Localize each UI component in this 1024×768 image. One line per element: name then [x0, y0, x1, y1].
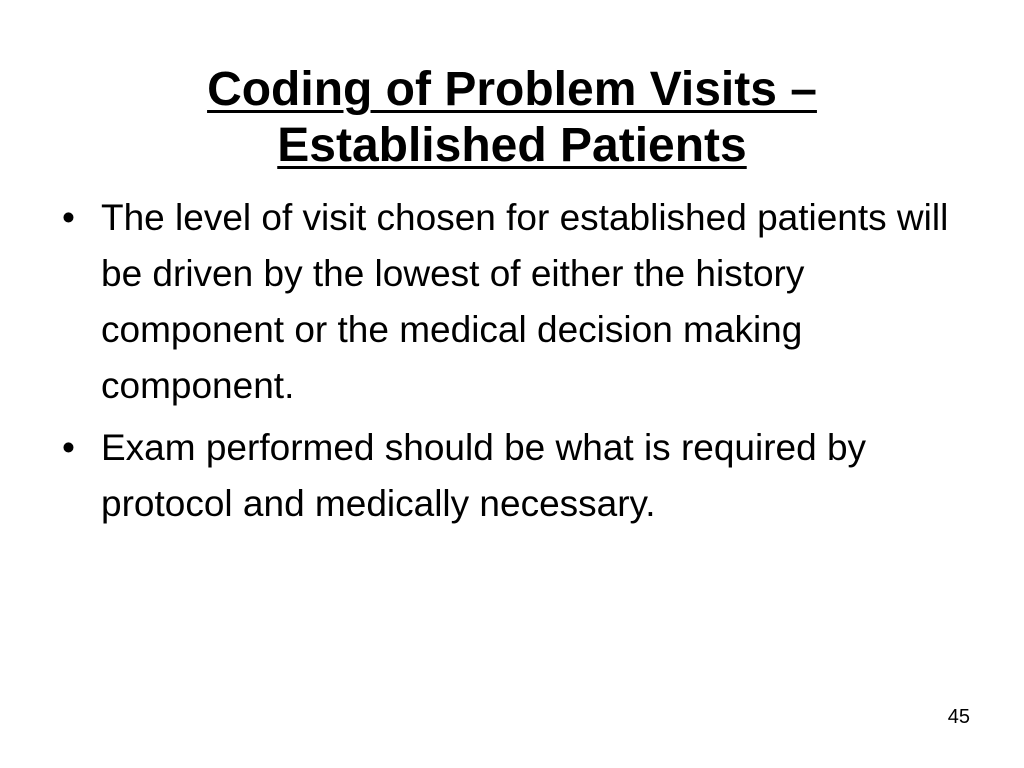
bullet-text: Exam performed should be what is required by protocol and medically necessary.: [101, 427, 867, 524]
bullet-item: [62, 190, 962, 414]
bullet-list: [62, 190, 962, 538]
bullet-text: The level of visit chosen for established patients will be driven by the lowest of either the history component or the medical decision making component.: [101, 197, 949, 406]
bullet-item: [62, 420, 962, 532]
page-number: 45: [947, 706, 970, 728]
bullet-marker: •: [62, 197, 75, 238]
bullet-marker: •: [62, 427, 75, 468]
slide-title: [0, 62, 1024, 174]
slide-title-line-1: Coding of Problem Visits –: [207, 63, 817, 117]
slide-title-line-2: Established Patients: [277, 119, 747, 173]
